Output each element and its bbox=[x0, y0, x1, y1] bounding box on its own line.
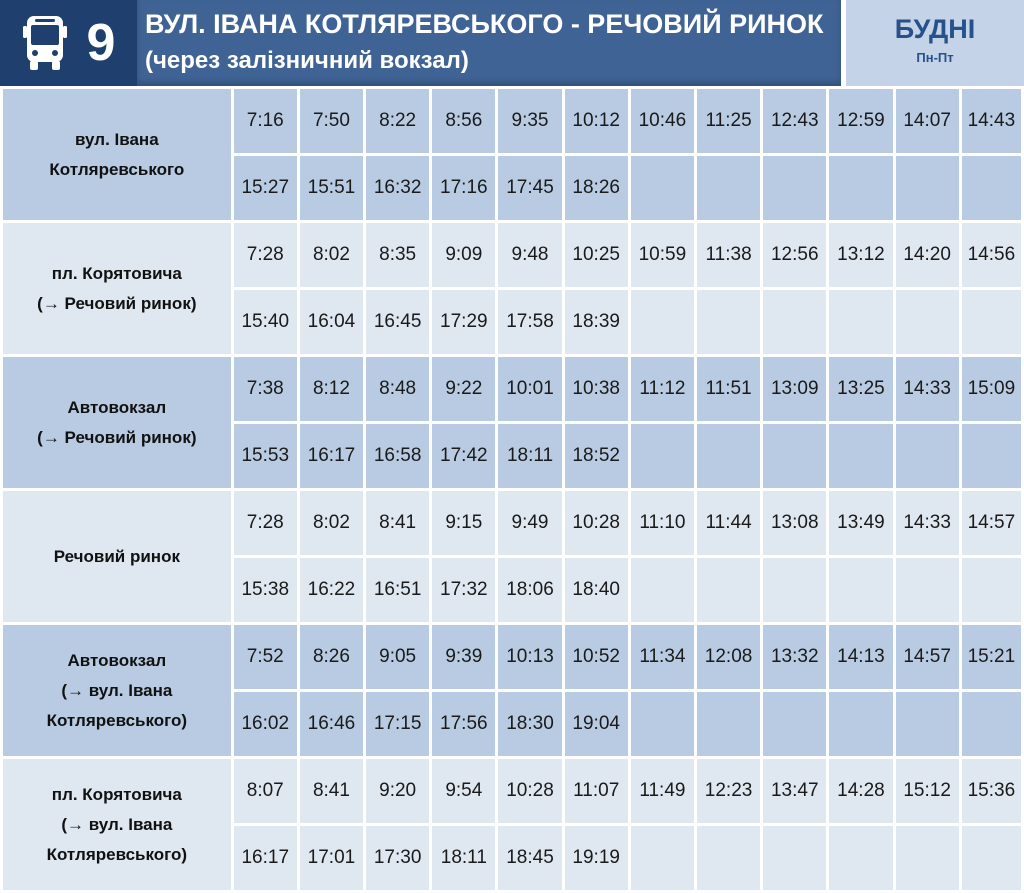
departure-time: 15:38 bbox=[232, 557, 298, 624]
departure-time: 11:25 bbox=[695, 88, 761, 155]
departure-time bbox=[762, 825, 828, 892]
departure-time: 15:51 bbox=[298, 155, 364, 222]
departure-time bbox=[695, 557, 761, 624]
departure-time bbox=[894, 289, 960, 356]
departure-time: 14:57 bbox=[894, 624, 960, 691]
departure-time bbox=[695, 155, 761, 222]
route-title bbox=[137, 0, 841, 86]
departure-time: 19:04 bbox=[563, 691, 629, 758]
departure-time: 19:19 bbox=[563, 825, 629, 892]
departure-time: 18:11 bbox=[497, 423, 563, 490]
timetable-row bbox=[2, 758, 1023, 825]
departure-time bbox=[695, 691, 761, 758]
departure-time: 9:15 bbox=[431, 490, 497, 557]
departure-time: 14:28 bbox=[828, 758, 894, 825]
stop-name-line: (→ Речовий ринок) bbox=[37, 293, 197, 313]
departure-time: 17:56 bbox=[431, 691, 497, 758]
stop-name bbox=[2, 222, 233, 356]
departure-time: 8:41 bbox=[365, 490, 431, 557]
departure-time: 15:12 bbox=[894, 758, 960, 825]
departure-time: 7:38 bbox=[232, 356, 298, 423]
departure-time bbox=[960, 557, 1022, 624]
stop-name-line: пл. Корятовича bbox=[51, 784, 182, 804]
timetable-row bbox=[2, 624, 1023, 691]
departure-time bbox=[695, 289, 761, 356]
departure-time: 7:52 bbox=[232, 624, 298, 691]
departure-time: 12:08 bbox=[695, 624, 761, 691]
departure-time: 11:12 bbox=[629, 356, 695, 423]
stop-name-line: Речовий ринок bbox=[53, 546, 180, 566]
departure-time: 18:11 bbox=[431, 825, 497, 892]
departure-time: 15:36 bbox=[960, 758, 1022, 825]
departure-time: 16:46 bbox=[298, 691, 364, 758]
departure-time: 13:08 bbox=[762, 490, 828, 557]
departure-time: 11:49 bbox=[629, 758, 695, 825]
stop-name bbox=[2, 88, 233, 222]
departure-time: 14:57 bbox=[960, 490, 1022, 557]
schedule-header bbox=[0, 0, 1024, 86]
departure-time: 8:07 bbox=[232, 758, 298, 825]
departure-time: 11:07 bbox=[563, 758, 629, 825]
departure-time: 8:35 bbox=[365, 222, 431, 289]
departure-time bbox=[894, 557, 960, 624]
departure-time: 14:33 bbox=[894, 490, 960, 557]
departure-time: 8:12 bbox=[298, 356, 364, 423]
departure-time: 11:10 bbox=[629, 490, 695, 557]
timetable bbox=[0, 86, 1024, 893]
departure-time bbox=[629, 423, 695, 490]
departure-time: 10:25 bbox=[563, 222, 629, 289]
departure-time: 13:49 bbox=[828, 490, 894, 557]
departure-time: 10:59 bbox=[629, 222, 695, 289]
departure-time: 14:13 bbox=[828, 624, 894, 691]
departure-time: 18:52 bbox=[563, 423, 629, 490]
departure-time: 10:01 bbox=[497, 356, 563, 423]
departure-time bbox=[894, 155, 960, 222]
departure-time: 13:25 bbox=[828, 356, 894, 423]
route-title-main: ВУЛ. ІВАНА КОТЛЯРЕВСЬКОГО - РЕЧОВИЙ РИНОК bbox=[145, 9, 824, 39]
departure-time: 14:33 bbox=[894, 356, 960, 423]
departure-time bbox=[762, 423, 828, 490]
departure-time bbox=[828, 289, 894, 356]
stop-name-line: вул. Івана bbox=[75, 129, 159, 149]
departure-time: 16:51 bbox=[365, 557, 431, 624]
route-title-via: (через залізничний вокзал) bbox=[145, 47, 469, 74]
departure-time: 16:04 bbox=[298, 289, 364, 356]
departure-time: 7:16 bbox=[232, 88, 298, 155]
departure-time: 9:35 bbox=[497, 88, 563, 155]
departure-time: 11:51 bbox=[695, 356, 761, 423]
departure-time: 12:59 bbox=[828, 88, 894, 155]
departure-time: 17:42 bbox=[431, 423, 497, 490]
departure-time: 16:02 bbox=[232, 691, 298, 758]
stop-name-line: (→ вул. Івана bbox=[61, 814, 173, 834]
departure-time bbox=[828, 825, 894, 892]
stop-name-line: пл. Корятовича bbox=[51, 263, 182, 283]
departure-time: 17:15 bbox=[365, 691, 431, 758]
departure-time: 9:48 bbox=[497, 222, 563, 289]
departure-time: 10:12 bbox=[563, 88, 629, 155]
departure-time bbox=[762, 691, 828, 758]
service-days bbox=[846, 0, 1024, 86]
departure-time: 8:48 bbox=[365, 356, 431, 423]
departure-time: 13:32 bbox=[762, 624, 828, 691]
stop-name-line: Котляревського) bbox=[46, 710, 188, 730]
departure-time: 17:58 bbox=[497, 289, 563, 356]
stop-name-line: (→ вул. Івана bbox=[61, 680, 173, 700]
departure-time: 15:40 bbox=[232, 289, 298, 356]
departure-time: 18:26 bbox=[563, 155, 629, 222]
departure-time: 12:56 bbox=[762, 222, 828, 289]
departure-time bbox=[960, 155, 1022, 222]
service-days-range: Пн-Пт bbox=[916, 50, 954, 65]
departure-time: 17:16 bbox=[431, 155, 497, 222]
departure-time: 18:39 bbox=[563, 289, 629, 356]
departure-time: 9:05 bbox=[365, 624, 431, 691]
departure-time bbox=[894, 825, 960, 892]
departure-time bbox=[762, 155, 828, 222]
departure-time: 9:54 bbox=[431, 758, 497, 825]
departure-time: 9:09 bbox=[431, 222, 497, 289]
departure-time bbox=[629, 155, 695, 222]
departure-time: 8:02 bbox=[298, 222, 364, 289]
departure-time: 18:30 bbox=[497, 691, 563, 758]
departure-time: 10:52 bbox=[563, 624, 629, 691]
departure-time bbox=[828, 423, 894, 490]
departure-time: 13:12 bbox=[828, 222, 894, 289]
departure-time: 10:13 bbox=[497, 624, 563, 691]
departure-time: 14:07 bbox=[894, 88, 960, 155]
stop-name-line: Котляревського) bbox=[46, 844, 188, 864]
route-number: 9 bbox=[86, 14, 116, 72]
departure-time: 13:47 bbox=[762, 758, 828, 825]
departure-time: 17:32 bbox=[431, 557, 497, 624]
departure-time: 18:06 bbox=[497, 557, 563, 624]
departure-time: 14:43 bbox=[960, 88, 1022, 155]
departure-time bbox=[828, 155, 894, 222]
departure-time: 8:22 bbox=[365, 88, 431, 155]
departure-time: 17:45 bbox=[497, 155, 563, 222]
departure-time: 16:32 bbox=[365, 155, 431, 222]
timetable-row bbox=[2, 356, 1023, 423]
departure-time: 15:09 bbox=[960, 356, 1022, 423]
departure-time: 9:22 bbox=[431, 356, 497, 423]
departure-time bbox=[629, 289, 695, 356]
departure-time bbox=[762, 289, 828, 356]
route-badge bbox=[0, 0, 137, 86]
departure-time: 12:43 bbox=[762, 88, 828, 155]
departure-time: 15:27 bbox=[232, 155, 298, 222]
service-days-label: БУДНІ bbox=[894, 14, 976, 44]
departure-time: 7:28 bbox=[232, 222, 298, 289]
departure-time: 15:53 bbox=[232, 423, 298, 490]
departure-time: 9:20 bbox=[365, 758, 431, 825]
departure-time: 17:30 bbox=[365, 825, 431, 892]
departure-time: 16:58 bbox=[365, 423, 431, 490]
stop-name bbox=[2, 490, 233, 624]
timetable-row bbox=[2, 88, 1023, 155]
departure-time: 7:28 bbox=[232, 490, 298, 557]
departure-time: 9:49 bbox=[497, 490, 563, 557]
departure-time: 14:56 bbox=[960, 222, 1022, 289]
stop-name-line: Автовокзал bbox=[67, 650, 167, 670]
departure-time bbox=[629, 557, 695, 624]
departure-time bbox=[894, 691, 960, 758]
departure-time: 17:29 bbox=[431, 289, 497, 356]
departure-time bbox=[828, 691, 894, 758]
departure-time bbox=[960, 825, 1022, 892]
departure-time: 14:20 bbox=[894, 222, 960, 289]
stop-name bbox=[2, 356, 233, 490]
departure-time bbox=[828, 557, 894, 624]
departure-time bbox=[960, 691, 1022, 758]
departure-time: 10:38 bbox=[563, 356, 629, 423]
departure-time: 8:56 bbox=[431, 88, 497, 155]
departure-time: 18:45 bbox=[497, 825, 563, 892]
stop-name-line: Котляревського bbox=[49, 159, 185, 179]
stop-name-line: Автовокзал bbox=[67, 397, 167, 417]
timetable-row bbox=[2, 222, 1023, 289]
departure-time: 11:34 bbox=[629, 624, 695, 691]
departure-time: 8:41 bbox=[298, 758, 364, 825]
departure-time: 11:38 bbox=[695, 222, 761, 289]
departure-time: 9:39 bbox=[431, 624, 497, 691]
departure-time: 13:09 bbox=[762, 356, 828, 423]
departure-time: 8:02 bbox=[298, 490, 364, 557]
departure-time bbox=[695, 423, 761, 490]
bus-icon bbox=[22, 14, 68, 72]
departure-time bbox=[629, 691, 695, 758]
departure-time: 16:17 bbox=[232, 825, 298, 892]
departure-time: 16:45 bbox=[365, 289, 431, 356]
departure-time: 10:28 bbox=[497, 758, 563, 825]
departure-time: 15:21 bbox=[960, 624, 1022, 691]
departure-time: 18:40 bbox=[563, 557, 629, 624]
departure-time: 10:46 bbox=[629, 88, 695, 155]
departure-time: 16:17 bbox=[298, 423, 364, 490]
departure-time bbox=[629, 825, 695, 892]
departure-time: 12:23 bbox=[695, 758, 761, 825]
departure-time: 10:28 bbox=[563, 490, 629, 557]
departure-time: 16:22 bbox=[298, 557, 364, 624]
timetable-row bbox=[2, 490, 1023, 557]
stop-name bbox=[2, 624, 233, 758]
stop-name bbox=[2, 758, 233, 892]
stop-name-line: (→ Речовий ринок) bbox=[37, 427, 197, 447]
departure-time bbox=[695, 825, 761, 892]
departure-time bbox=[762, 557, 828, 624]
departure-time bbox=[960, 423, 1022, 490]
departure-time: 17:01 bbox=[298, 825, 364, 892]
departure-time bbox=[894, 423, 960, 490]
departure-time: 7:50 bbox=[298, 88, 364, 155]
departure-time: 8:26 bbox=[298, 624, 364, 691]
departure-time: 11:44 bbox=[695, 490, 761, 557]
departure-time bbox=[960, 289, 1022, 356]
